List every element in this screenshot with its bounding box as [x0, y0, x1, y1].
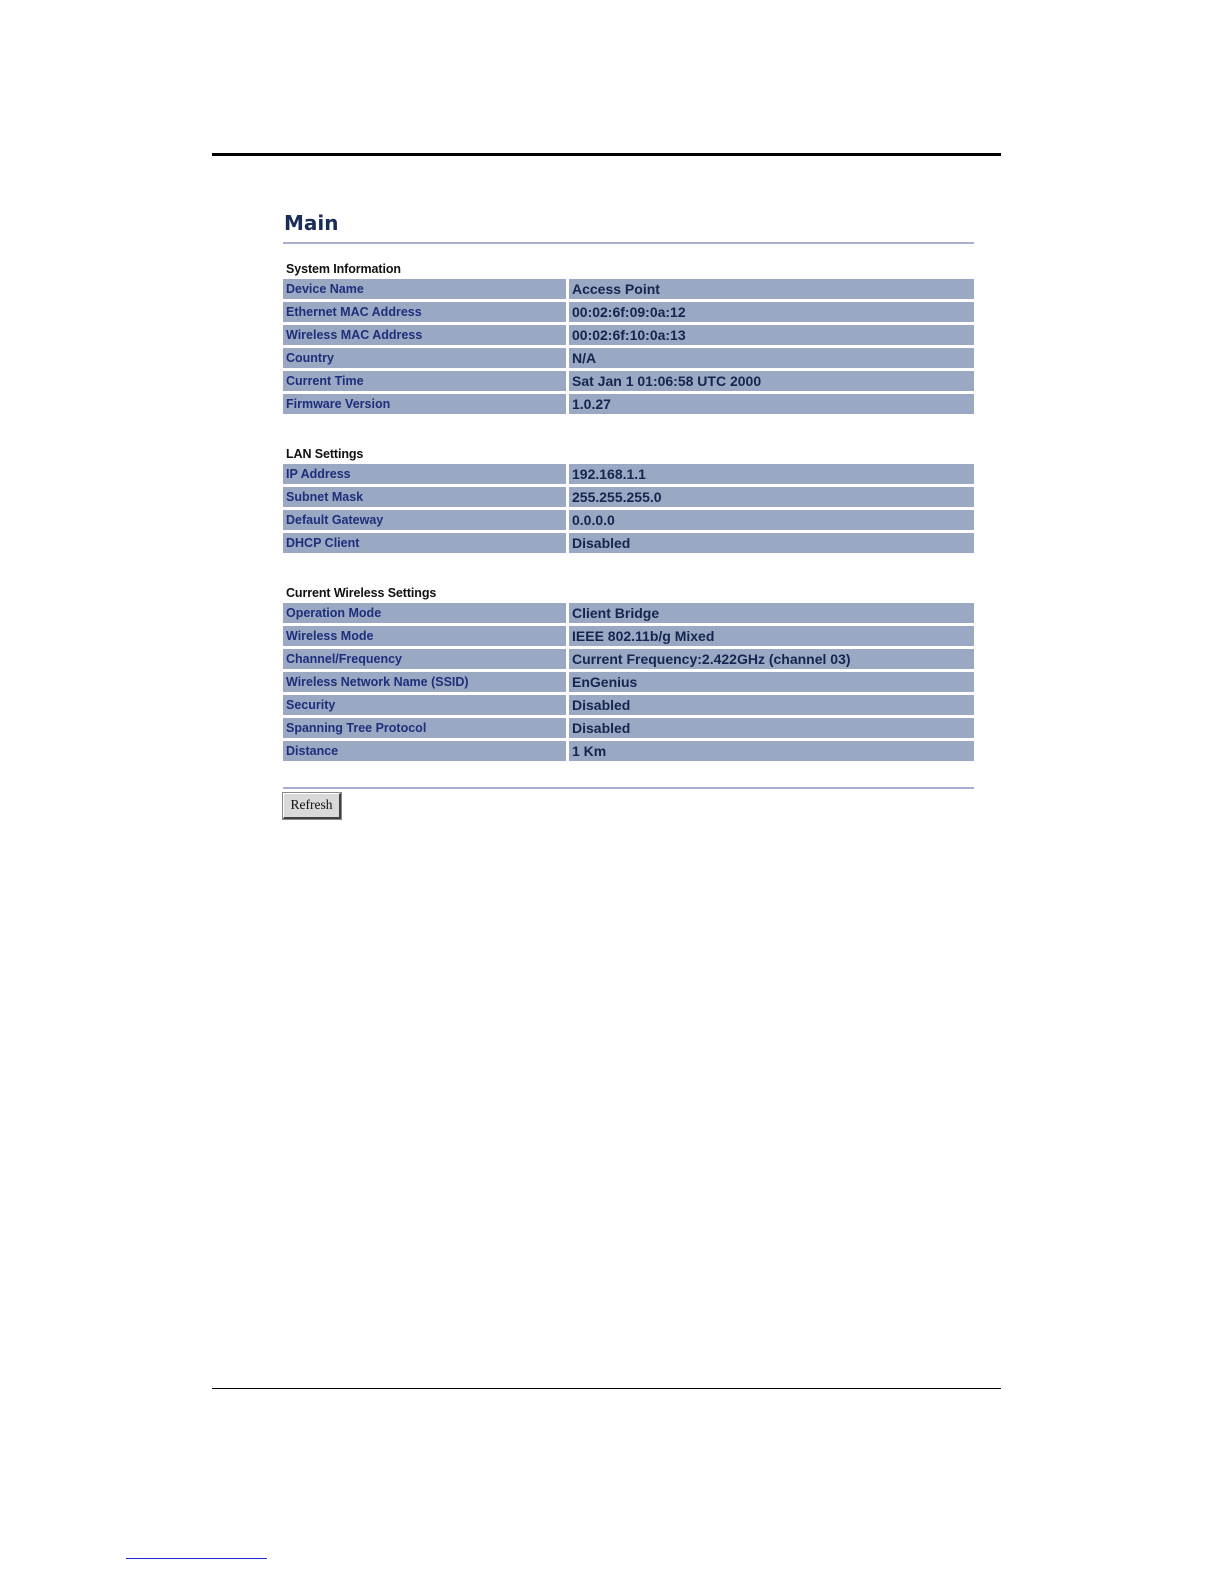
- table-row: [283, 649, 974, 669]
- row-value-channel-frequency: Current Frequency:2.422GHz (channel 03): [569, 649, 974, 669]
- row-label-subnet-mask: Subnet Mask: [283, 487, 569, 507]
- row-label-dhcp-client: DHCP Client: [283, 533, 569, 553]
- row-label-wireless-mac: Wireless MAC Address: [283, 325, 569, 345]
- row-value-security: Disabled: [569, 695, 974, 715]
- table-row: [283, 603, 974, 623]
- section-heading-lan-settings: LAN Settings: [286, 447, 364, 461]
- table-row: [283, 626, 974, 646]
- table-row: [283, 672, 974, 692]
- row-label-device-name: Device Name: [283, 279, 569, 299]
- table-row: [283, 371, 974, 391]
- page-title: Main: [284, 211, 339, 235]
- table-row: [283, 348, 974, 368]
- row-label-firmware-version: Firmware Version: [283, 394, 569, 414]
- row-label-spanning-tree: Spanning Tree Protocol: [283, 718, 569, 738]
- row-label-distance: Distance: [283, 741, 569, 761]
- row-value-default-gateway: 0.0.0.0: [569, 510, 974, 530]
- table-row: [283, 695, 974, 715]
- row-value-ssid: EnGenius: [569, 672, 974, 692]
- lan-settings-table: [283, 461, 974, 556]
- header-rule: [212, 153, 1001, 156]
- footer-rule: [212, 1388, 1001, 1389]
- refresh-button[interactable]: Refresh: [283, 793, 341, 819]
- row-value-dhcp-client: Disabled: [569, 533, 974, 553]
- table-row: [283, 487, 974, 507]
- footer-link-underline: [126, 1558, 267, 1559]
- row-value-ethernet-mac: 00:02:6f:09:0a:12: [569, 302, 974, 322]
- row-value-wireless-mode: IEEE 802.11b/g Mixed: [569, 626, 974, 646]
- row-value-wireless-mac: 00:02:6f:10:0a:13: [569, 325, 974, 345]
- table-row: [283, 302, 974, 322]
- row-value-ip-address: 192.168.1.1: [569, 464, 974, 484]
- table-row: [283, 718, 974, 738]
- panel-bottom-divider: [283, 787, 974, 789]
- row-label-ethernet-mac: Ethernet MAC Address: [283, 302, 569, 322]
- section-heading-wireless-settings: Current Wireless Settings: [286, 586, 437, 600]
- section-heading-system-information: System Information: [286, 262, 401, 276]
- table-row: [283, 325, 974, 345]
- row-value-subnet-mask: 255.255.255.0: [569, 487, 974, 507]
- row-value-country: N/A: [569, 348, 974, 368]
- row-label-wireless-mode: Wireless Mode: [283, 626, 569, 646]
- row-label-current-time: Current Time: [283, 371, 569, 391]
- row-label-country: Country: [283, 348, 569, 368]
- row-label-default-gateway: Default Gateway: [283, 510, 569, 530]
- row-value-distance: 1 Km: [569, 741, 974, 761]
- table-row: [283, 741, 974, 761]
- row-label-ssid: Wireless Network Name (SSID): [283, 672, 569, 692]
- table-row: [283, 510, 974, 530]
- wireless-settings-table: [283, 600, 974, 764]
- table-row: [283, 464, 974, 484]
- row-label-operation-mode: Operation Mode: [283, 603, 569, 623]
- system-information-table: [283, 276, 974, 417]
- row-label-ip-address: IP Address: [283, 464, 569, 484]
- table-row: [283, 394, 974, 414]
- row-value-spanning-tree: Disabled: [569, 718, 974, 738]
- title-divider: [283, 242, 974, 244]
- row-value-firmware-version: 1.0.27: [569, 394, 974, 414]
- row-value-device-name: Access Point: [569, 279, 974, 299]
- table-row: [283, 279, 974, 299]
- main-status-panel: [283, 208, 974, 819]
- row-label-security: Security: [283, 695, 569, 715]
- table-row: [283, 533, 974, 553]
- row-value-current-time: Sat Jan 1 01:06:58 UTC 2000: [569, 371, 974, 391]
- row-label-channel-frequency: Channel/Frequency: [283, 649, 569, 669]
- row-value-operation-mode: Client Bridge: [569, 603, 974, 623]
